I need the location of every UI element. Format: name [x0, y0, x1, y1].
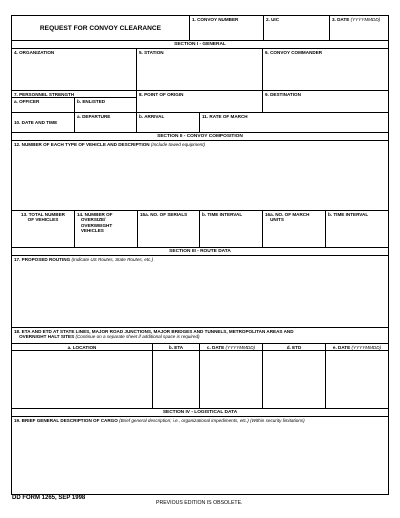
- vehicle-description-label: 12. NUMBER OF EACH TYPE OF VEHICLE AND DESCRIPTION (Include towed equipment): [14, 142, 206, 147]
- cargo-description-label: 19. BRIEF GENERAL DESCRIPTION OF CARGO (Brief general description; i.e., organizational impediments, etc.) (Within security limitations): [14, 418, 305, 423]
- destination-label: 9. DESTINATION: [265, 92, 301, 97]
- enlisted-label: b. ENLISTED: [77, 99, 106, 104]
- point-of-origin-label: 8. POINT OF ORIGIN: [139, 92, 184, 97]
- section-2-heading: SECTION II - CONVOY COMPOSITION: [12, 133, 388, 141]
- eta-date-entry[interactable]: [200, 351, 263, 409]
- serials-field[interactable]: [138, 211, 200, 248]
- enlisted-field[interactable]: [75, 98, 137, 113]
- serial-time-interval-label: b. TIME INTERVAL: [202, 212, 243, 217]
- march-units-field[interactable]: [263, 211, 326, 248]
- convoy-number-label: 1. CONVOY NUMBER: [192, 17, 239, 22]
- convoy-commander-field[interactable]: [263, 49, 388, 91]
- cargo-description-field[interactable]: [12, 417, 388, 494]
- march-units-label: 16a. NO. OF MARCH UNITS: [265, 212, 310, 223]
- vehicle-description-field[interactable]: [12, 141, 388, 211]
- etd-entry[interactable]: [263, 351, 326, 409]
- destination-field[interactable]: [263, 91, 388, 113]
- march-unit-time-interval-label: b. TIME INTERVAL: [328, 212, 369, 217]
- uic-field[interactable]: [264, 16, 330, 41]
- section-3-heading: SECTION III - ROUTE DATA: [12, 248, 388, 256]
- uic-label: 2. UIC: [266, 17, 280, 22]
- eta-entry[interactable]: [153, 351, 200, 409]
- etd-date-column-label: e. DATE (YYYYMMDD): [332, 345, 382, 350]
- personnel-strength-heading: [12, 91, 137, 98]
- section-4-heading: SECTION IV - LOGISTICAL DATA: [12, 409, 388, 417]
- proposed-routing-label: 17. PROPOSED ROUTING (Indicate US Routes, State Routes, etc.): [14, 257, 154, 262]
- eta-column-header: [153, 344, 200, 351]
- etd-date-entry[interactable]: [326, 351, 388, 409]
- date-and-time-heading: [12, 113, 75, 133]
- etd-column-header: [263, 344, 326, 351]
- officer-field[interactable]: [12, 98, 75, 113]
- rate-of-march-label: 11. RATE OF MARCH: [202, 114, 248, 119]
- location-entry[interactable]: [12, 351, 153, 409]
- form-identifier: DD FORM 1265, SEP 1998: [12, 495, 86, 501]
- march-unit-time-interval-field[interactable]: [326, 211, 388, 248]
- arrival-field[interactable]: [137, 113, 200, 133]
- location-column-header: [12, 344, 153, 351]
- organization-field[interactable]: [12, 49, 137, 91]
- oversize-vehicles-field[interactable]: [75, 211, 138, 248]
- section-1-heading: SECTION I - GENERAL: [12, 41, 388, 49]
- convoy-clearance-form: [11, 15, 389, 495]
- form-title: REQUEST FOR CONVOY CLEARANCE: [12, 16, 190, 41]
- arrival-label: b. ARRIVAL: [139, 114, 165, 119]
- etd-column-label: d. ETD: [286, 345, 302, 350]
- eta-etd-heading: [12, 328, 388, 344]
- officer-label: a. OFFICER: [14, 99, 40, 104]
- total-vehicles-label: 13. TOTAL NUMBER OF VEHICLES: [21, 212, 65, 223]
- station-field[interactable]: [137, 49, 263, 91]
- eta-column-label: b. ETA: [168, 345, 184, 350]
- serials-label: 15a. NO. OF SERIALS: [140, 212, 188, 217]
- date-label: 3. DATE (YYYYMMDD): [332, 17, 381, 22]
- eta-date-column-label: c. DATE (YYYYMMDD): [206, 345, 256, 350]
- obsolete-notice: PREVIOUS EDITION IS OBSOLETE.: [156, 500, 243, 506]
- personnel-strength-label: 7. PERSONNEL STRENGTH: [14, 92, 75, 97]
- eta-etd-label: 18. ETA AND ETD AT STATE LINES, MAJOR ROAD JUNCTIONS, MAJOR BRIDGES AND TUNNELS, METROPOLITAN AREAS AND OVERNIGHT HALT SITES (Continue on a separate sheet if additional space is required): [14, 329, 294, 340]
- date-and-time-label: 10. DATE AND TIME: [14, 120, 58, 125]
- location-column-label: a. LOCATION: [67, 345, 97, 350]
- convoy-number-field[interactable]: [190, 16, 264, 41]
- organization-label: 4. ORGANIZATION: [14, 50, 55, 55]
- etd-date-column-header: [326, 344, 388, 351]
- convoy-commander-label: 6. CONVOY COMMANDER: [265, 50, 323, 55]
- oversize-vehicles-label: 14. NUMBER OF OVERSIZE/ OVERWEIGHT VEHICLES: [77, 212, 113, 234]
- departure-field[interactable]: [75, 113, 137, 133]
- point-of-origin-field[interactable]: [137, 91, 263, 113]
- eta-date-column-header: [200, 344, 263, 351]
- proposed-routing-field[interactable]: [12, 256, 388, 328]
- total-vehicles-field[interactable]: [12, 211, 75, 248]
- station-label: 5. STATION: [139, 50, 164, 55]
- date-field[interactable]: [330, 16, 388, 41]
- departure-label: a. DEPARTURE: [77, 114, 111, 119]
- rate-of-march-field[interactable]: [200, 113, 388, 133]
- serial-time-interval-field[interactable]: [200, 211, 263, 248]
